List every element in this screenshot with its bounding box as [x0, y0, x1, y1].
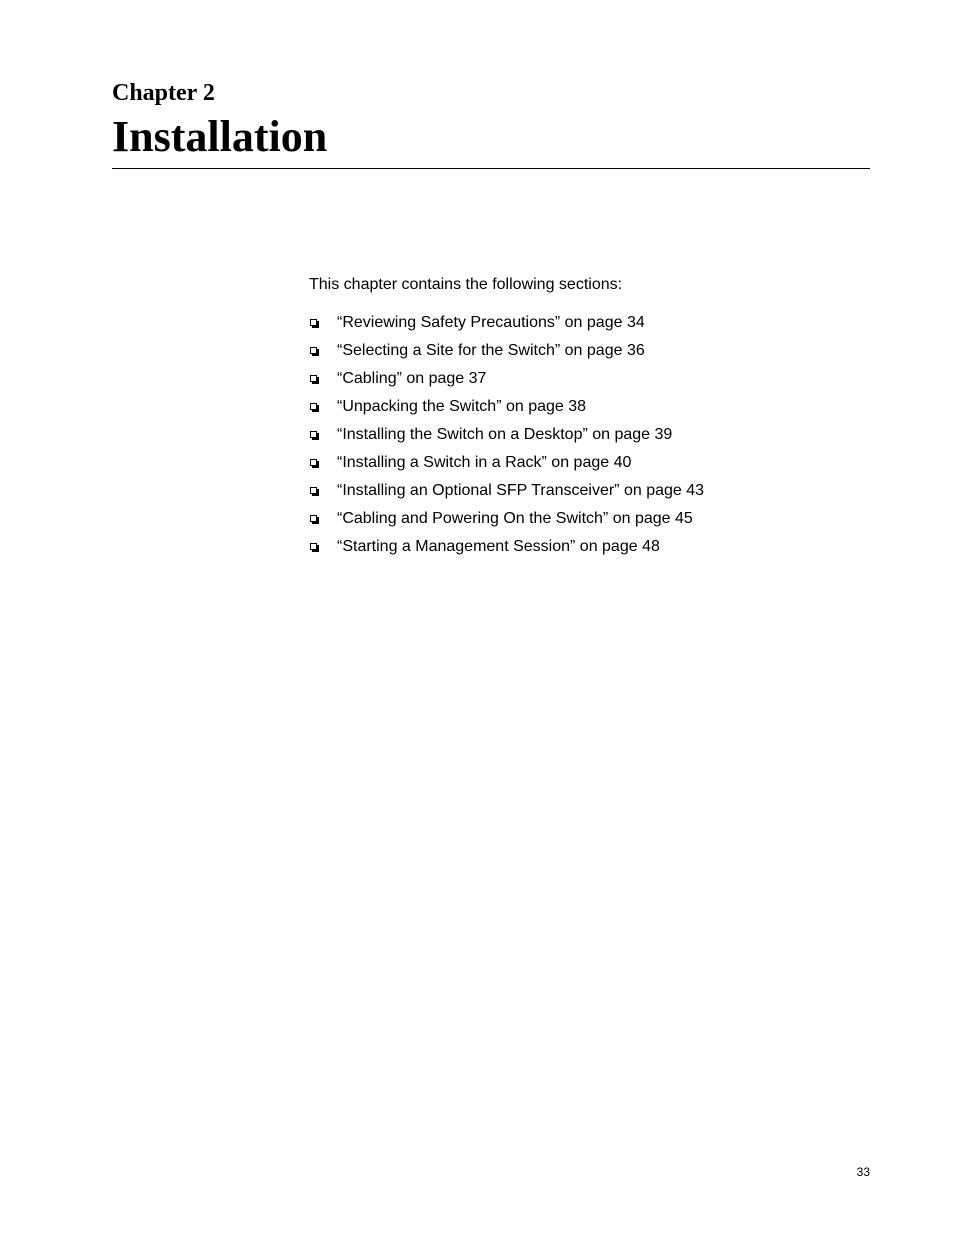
- list-item: [309, 453, 704, 481]
- checkbox-bullet-icon: [309, 425, 337, 445]
- chapter-title: Installation: [112, 112, 328, 161]
- checkbox-bullet-icon: [309, 313, 337, 333]
- checkbox-bullet-icon: [309, 397, 337, 417]
- checkbox-bullet-icon: [309, 341, 337, 361]
- section-link[interactable]: “Reviewing Safety Precautions” on page 34: [337, 314, 645, 331]
- section-list: [309, 313, 704, 565]
- section-link[interactable]: “Installing a Switch in a Rack” on page 40: [337, 454, 632, 471]
- section-link[interactable]: “Unpacking the Switch” on page 38: [337, 398, 587, 415]
- checkbox-bullet-icon: [309, 369, 337, 389]
- list-item: [309, 481, 704, 509]
- list-item: [309, 397, 704, 425]
- list-item: [309, 425, 704, 453]
- section-link[interactable]: “Installing an Optional SFP Transceiver” on page 43: [337, 482, 705, 499]
- checkbox-bullet-icon: [309, 537, 337, 557]
- section-link[interactable]: “Installing the Switch on a Desktop” on page 39: [337, 426, 673, 443]
- list-item: [309, 313, 704, 341]
- section-link[interactable]: “Cabling” on page 37: [337, 370, 487, 387]
- list-item: [309, 537, 704, 565]
- checkbox-bullet-icon: [309, 509, 337, 529]
- list-item: [309, 369, 704, 397]
- list-item: [309, 509, 704, 537]
- chapter-label: Chapter 2: [112, 80, 215, 106]
- title-rule: [112, 168, 870, 169]
- list-item: [309, 341, 704, 369]
- section-link[interactable]: “Starting a Management Session” on page 48: [337, 538, 660, 555]
- section-link[interactable]: “Cabling and Powering On the Switch” on page 45: [337, 510, 693, 527]
- page-number: 33: [856, 1165, 870, 1179]
- section-link[interactable]: “Selecting a Site for the Switch” on page 36: [337, 342, 645, 359]
- checkbox-bullet-icon: [309, 453, 337, 473]
- intro-text: This chapter contains the following sections:: [309, 276, 623, 293]
- checkbox-bullet-icon: [309, 481, 337, 501]
